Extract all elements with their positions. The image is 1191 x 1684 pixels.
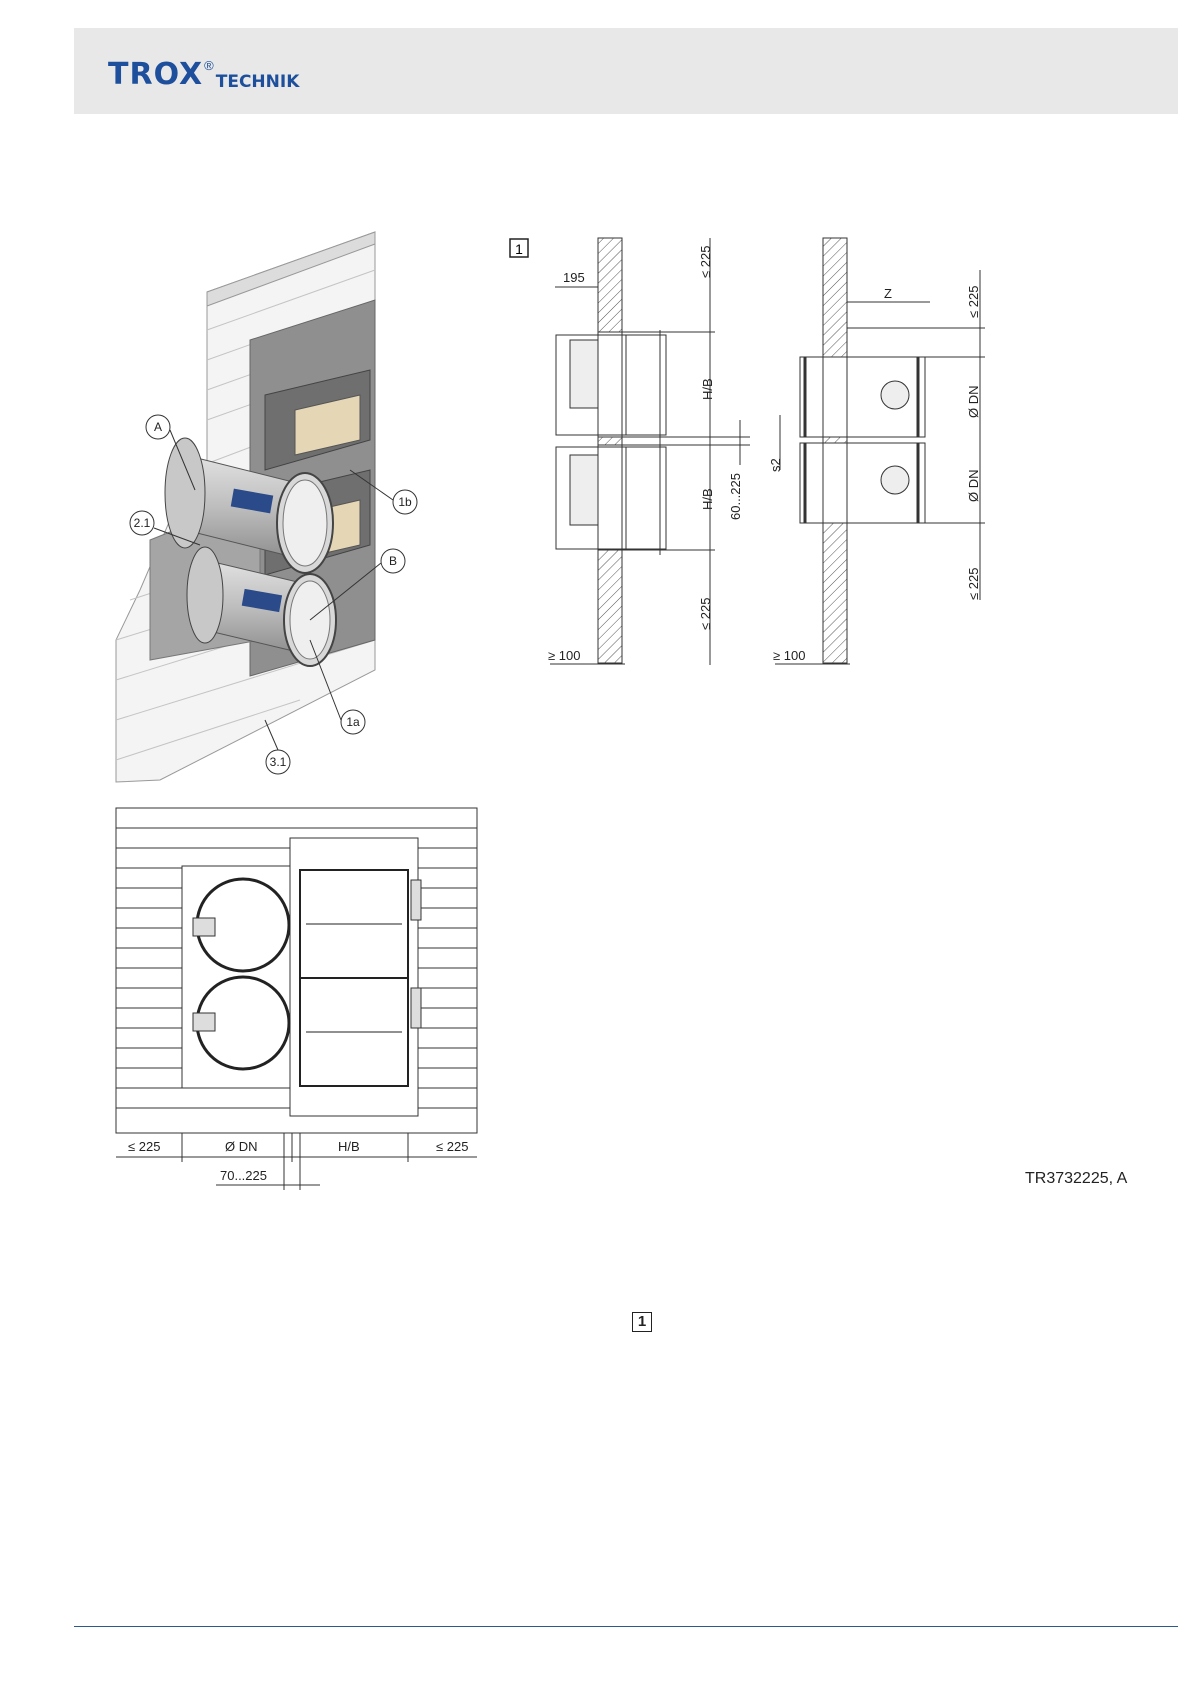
dim-wall-right: ≥ 100 bbox=[773, 648, 806, 663]
callout-3-1: 3.1 bbox=[269, 755, 287, 769]
dim-dn-upper: Ø DN bbox=[966, 385, 981, 418]
figure-marker-text: 1 bbox=[515, 241, 523, 257]
callout-1b: 1b bbox=[398, 495, 412, 509]
dim-bottom-gap-right: ≤ 225 bbox=[966, 567, 981, 600]
dim-hb-upper: H/B bbox=[700, 378, 715, 400]
dim-front-hb: H/B bbox=[338, 1139, 360, 1154]
section-view-rectangular bbox=[510, 238, 750, 665]
dim-front-right-gap: ≤ 225 bbox=[436, 1139, 469, 1154]
callout-1a: 1a bbox=[346, 715, 360, 729]
dim-195: 195 bbox=[563, 270, 585, 285]
dim-front-spacing: 70...225 bbox=[220, 1168, 267, 1183]
dim-wall-left: ≥ 100 bbox=[548, 648, 581, 663]
footer-divider bbox=[74, 1626, 1178, 1627]
dim-bottom-gap: ≤ 225 bbox=[698, 597, 713, 630]
dim-z: Z bbox=[884, 286, 892, 301]
logo-brand: TROX bbox=[108, 57, 204, 92]
callout-2-1: 2.1 bbox=[133, 516, 151, 530]
section-view-round bbox=[768, 238, 985, 664]
figure-reference: TR3732225, A bbox=[1025, 1170, 1128, 1187]
dim-hb-lower: H/B bbox=[700, 488, 715, 510]
dim-top-gap-right: ≤ 225 bbox=[966, 285, 981, 318]
dim-front-left-gap: ≤ 225 bbox=[128, 1139, 161, 1154]
dim-spacing: 60...225 bbox=[728, 473, 743, 520]
dim-top-gap: ≤ 225 bbox=[698, 245, 713, 278]
callout-b: B bbox=[388, 554, 398, 568]
logo-registered: ® bbox=[204, 58, 214, 73]
callout-a: A bbox=[153, 420, 163, 434]
logo-suffix: TECHNIK bbox=[215, 72, 300, 92]
dim-dn-lower: Ø DN bbox=[966, 469, 981, 502]
dim-s2: s2 bbox=[768, 458, 783, 472]
dim-front-dn: Ø DN bbox=[225, 1139, 258, 1154]
front-view bbox=[116, 808, 477, 1190]
isometric-view bbox=[116, 232, 417, 782]
caption-marker: 1 bbox=[632, 1312, 652, 1332]
